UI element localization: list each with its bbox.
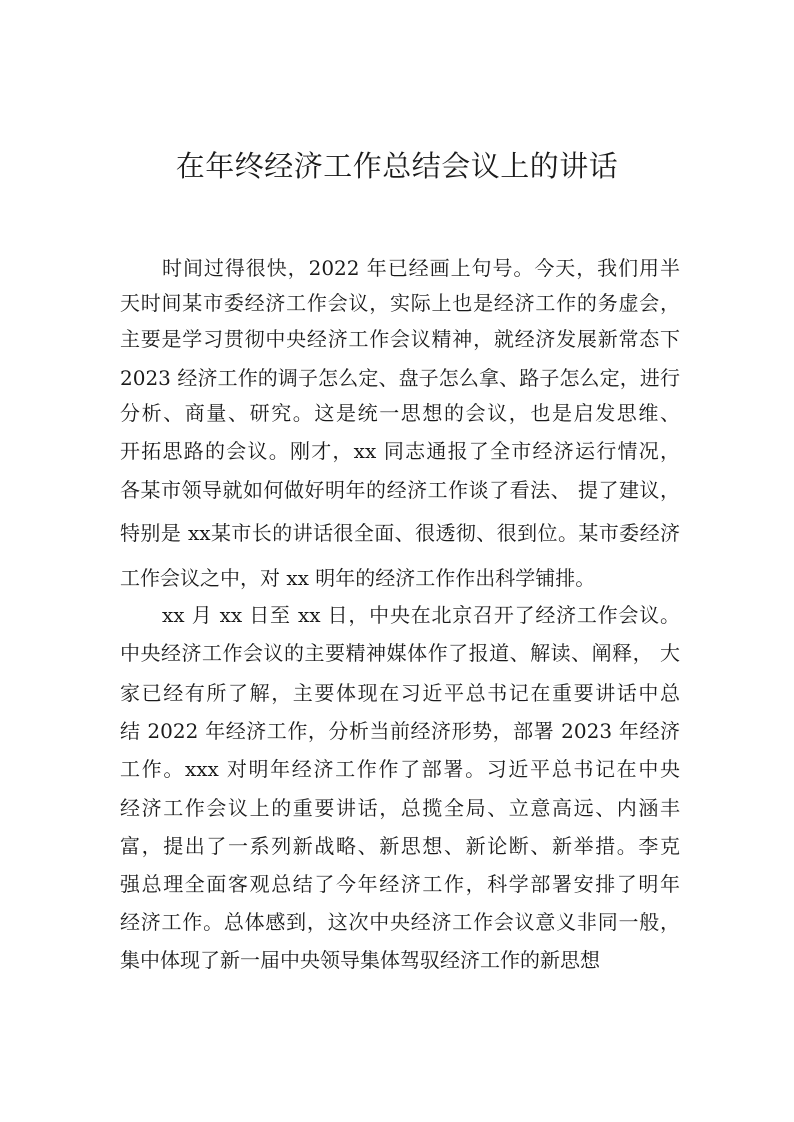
paragraph-2-line: 经济工作会议上的重要讲话，总揽全局、立意高远、内涵丰 bbox=[120, 796, 680, 820]
paragraph-1-line: 工作会议之中，对 xx 明年的经济工作作出科学铺排。 bbox=[120, 566, 596, 590]
paragraph-2-line: 集中体现了新一届中央领导集体驾驭经济工作的新思想 bbox=[120, 948, 600, 972]
paragraph-1-line: 分析、商量、研究。这是统一思想的会议，也是启发思维、 bbox=[120, 401, 680, 425]
paragraph-2-line: xx 月 xx 日至 xx 日，中央在北京召开了经济工作会议。 bbox=[162, 603, 680, 627]
paragraph-1-line: 开拓思路的会议。刚才，xx 同志通报了全市经济运行情况， bbox=[120, 439, 680, 463]
paragraph-2-line: 中央经济工作会议的主要精神媒体作了报道、解读、阐释， 大 bbox=[120, 641, 680, 665]
paragraph-2-line: 结 2022 年经济工作，分析当前经济形势，部署 2023 年经济 bbox=[120, 719, 680, 743]
paragraph-1-line: 各某市领导就如何做好明年的经济工作谈了看法、 提了建议， bbox=[120, 478, 680, 502]
paragraph-2-line: 经济工作。总体感到，这次中央经济工作会议意义非同一般， bbox=[120, 910, 680, 934]
paragraph-1-line: 主要是学习贯彻中央经济工作会议精神，就经济发展新常态下 bbox=[120, 327, 680, 351]
paragraph-2-line: 工作。xxx 对明年经济工作作了部署。习近平总书记在中央 bbox=[120, 757, 680, 781]
paragraph-2-line: 家已经有所了解，主要体现在习近平总书记在重要讲话中总 bbox=[120, 681, 680, 705]
document-title: 在年终经济工作总结会议上的讲话 bbox=[175, 149, 619, 183]
paragraph-1-line: 天时间某市委经济工作会议，实际上也是经济工作的务虚会， bbox=[120, 291, 680, 315]
paragraph-1-line: 时间过得很快，2022 年已经画上句号。今天，我们用半 bbox=[162, 256, 680, 280]
paragraph-1-line: 特别是 xx某市长的讲话很全面、很透彻、很到位。某市委经济 bbox=[120, 521, 680, 545]
paragraph-2-line: 富，提出了一系列新战略、新思想、新论断、新举措。李克 bbox=[120, 834, 680, 858]
paragraph-2-line: 强总理全面客观总结了今年经济工作，科学部署安排了明年 bbox=[120, 872, 680, 896]
paragraph-1-line: 2023 经济工作的调子怎么定、盘子怎么拿、路子怎么定，进行 bbox=[120, 366, 680, 390]
